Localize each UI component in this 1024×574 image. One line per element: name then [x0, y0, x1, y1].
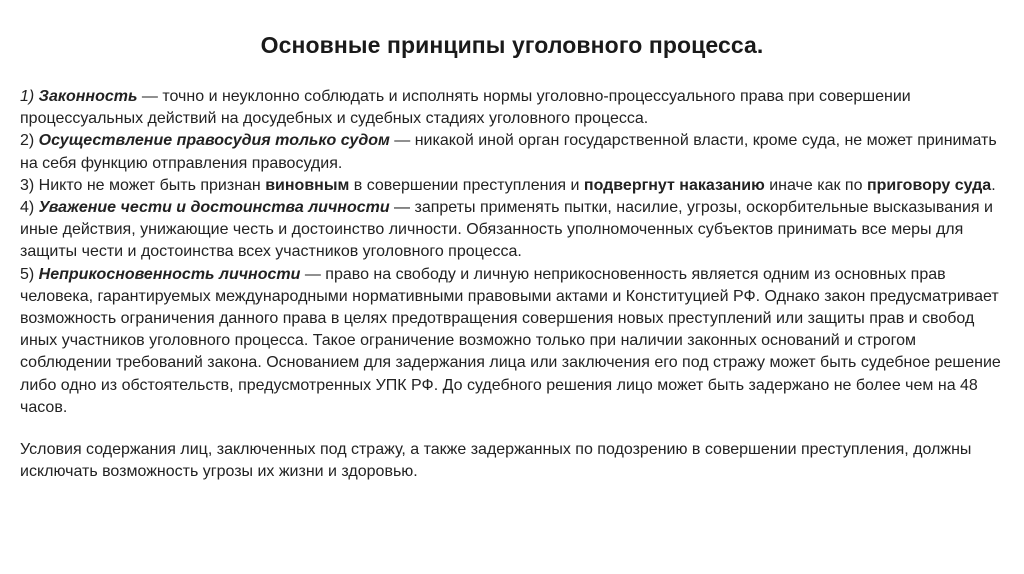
principles-text: [20, 86, 1010, 483]
principle-term: Уважение чести и достоинства личности: [38, 199, 390, 217]
principle-number: 4): [20, 199, 39, 217]
principle-description: — запреты применять пытки, насилие, угрозы, оскорбительные высказывания и иные действия, унижающие честь и достоинство личности. Обязанность уполномоченных субъектов принимать все меры для защиты чести и достоинства всех участников уголовного процесса.: [20, 199, 993, 261]
principle-number: 5): [20, 265, 39, 283]
principle-presumption-of-innocence: [20, 175, 1010, 197]
principle-number: 2): [20, 132, 39, 150]
principle-description: — право на свободу и личную неприкосновенность является одним из основных прав человека, гарантируемых международными нормативными правовыми актами и Конституцией РФ. Однако закон предусматривает возможность ограничения данного права в целях предотвращения совершения новых преступлений или защиты прав и свобод иных участников уголовного процесса. Такое ограничение возможно только при наличии законных оснований и строгом соблюдении требований закона. Основанием для задержания лица или заключения его под стражу может быть судебное решение либо одно из обстоятельств, предусмотренных УПК РФ. До судебного решения лицо может быть задержано не более чем на 48 часов.: [20, 265, 1001, 416]
principle-honor-dignity: [20, 197, 1010, 264]
principle-text-part: .: [991, 176, 996, 194]
principle-text-part: иначе как по: [764, 176, 867, 194]
principle-term: Осуществление правосудия только судом: [38, 132, 390, 150]
principle-bold-term: приговору суда: [866, 176, 992, 194]
principle-justice-by-court: [20, 130, 1010, 174]
principle-term: Неприкосновенность личности: [38, 265, 301, 283]
principle-number: 1): [20, 88, 39, 105]
principle-description: — точно и неуклонно соблюдать и исполнять нормы уголовно-процессуального права при совершении процессуальных действий на досудебных и судебных стадиях уголовного процесса.: [20, 88, 911, 128]
principle-bold-term: подвергнут наказанию: [583, 176, 765, 194]
page-title: Основные принципы уголовного процесса.: [260, 32, 764, 58]
principle-description: — никакой иной орган государственной власти, кроме суда, не может принимать на себя функцию отправления правосудия.: [20, 132, 997, 172]
paragraph-gap: [20, 419, 1010, 439]
principle-personal-inviolability: [20, 264, 1010, 419]
detention-conditions-paragraph: Условия содержания лиц, заключенных под стражу, а также задержанных по подозрению в совершении преступления, должны исключать возможность угрозы их жизни и здоровью.: [20, 441, 972, 481]
principle-bold-term: виновным: [265, 176, 350, 194]
principle-term: Законность: [38, 88, 138, 105]
principle-text-part: в совершении преступления и: [349, 176, 584, 194]
principle-legality: [20, 86, 1010, 130]
principle-text-part: 3) Никто не может быть признан: [20, 176, 266, 194]
